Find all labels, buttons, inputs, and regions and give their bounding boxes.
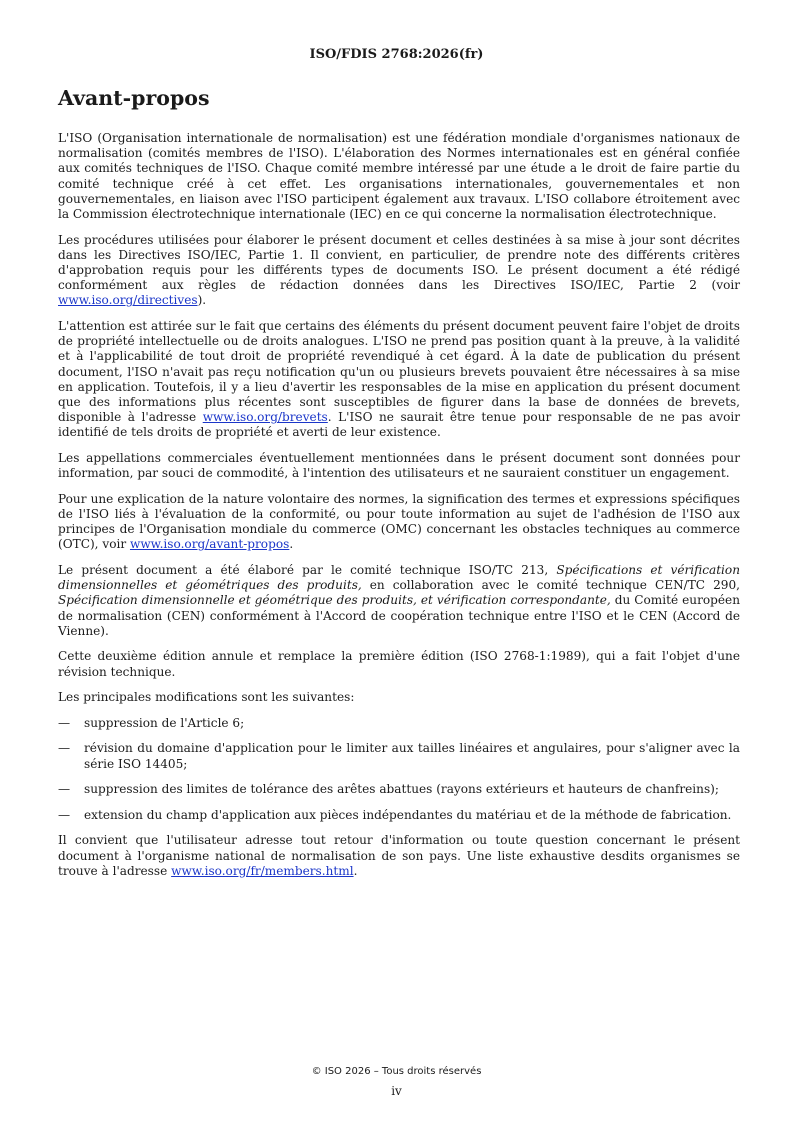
list-item xyxy=(58,808,740,823)
paragraph-text: ). xyxy=(197,293,207,308)
paragraph-patents xyxy=(58,319,740,441)
page-title: Avant-propos xyxy=(58,86,210,110)
paragraph-text: . L'ISO ne saurait être tenue pour responsable de ne pas avoir identifié de tels droits de propriété et averti de leur existence. xyxy=(58,410,740,440)
paragraph-text: . xyxy=(289,537,294,552)
patents-link[interactable]: www.iso.org/brevets xyxy=(202,410,328,425)
foreword-link[interactable]: www.iso.org/avant-propos xyxy=(129,537,290,552)
dash-marker: — xyxy=(58,782,71,797)
paragraph-procedures xyxy=(58,233,740,309)
paragraph-text: Le présent document a été élaboré par le comité technique ISO/TC 213, xyxy=(58,563,557,578)
paragraph-committee xyxy=(58,563,740,639)
paragraph-text: Pour une explication de la nature volontaire des normes, la signification des termes et expressions spécifiques de l'ISO liés à l'évaluation de la conformité, ou pour toute information au sujet de l'adhésion de l'ISO aux principes de l'Organisation mondiale du commerce (OMC) concernant les obstacles techniques au commerce (OTC), voir xyxy=(58,491,740,552)
paragraph-text: L'attention est attirée sur le fait que certains des éléments du présent document peuvent faire l'objet de droits de propriété intellectuelle ou de droits analogues. L'ISO ne prend pas position quant à la preuve, à la validité et à l'applicabilité de tout droit de propriété revendiqué à cet égard. À la date de publication du présent document, l'ISO n'avait pas reçu notification qu'un ou plusieurs brevets pouvaient être nécessaires à sa mise en application. Toutefois, il y a lieu d'avertir les responsables de la mise en application du présent document que des informations plus récentes sont susceptibles de figurer dans la base de données de brevets, disponible à l'adresse xyxy=(58,319,740,425)
committee-title-iso: Spécifications et vérification dimensionnelles et géométriques des produits, xyxy=(58,563,740,593)
list-item-text: suppression des limites de tolérance des arêtes abattues (rayons extérieurs et hauteurs de chanfreins); xyxy=(84,782,719,797)
paragraph-edition: Cette deuxième édition annule et remplace la première édition (ISO 2768-1:1989), qui a fait l'objet d'une révision technique. xyxy=(58,649,740,679)
changes-list xyxy=(58,716,740,823)
list-item xyxy=(58,716,740,731)
paragraph-text: en collaboration avec le comité technique CEN/TC 290, xyxy=(361,578,740,593)
paragraph-feedback xyxy=(58,833,740,879)
list-item-text: suppression de l'Article 6; xyxy=(84,715,245,730)
paragraph-text: . xyxy=(353,863,358,878)
document-id-header: ISO/FDIS 2768:2026(fr) xyxy=(309,47,484,62)
document-body xyxy=(58,131,740,889)
list-item-text: extension du champ d'application aux pièces indépendantes du matériau et de la méthode de fabrication. xyxy=(84,807,732,822)
directives-link[interactable]: www.iso.org/directives xyxy=(58,293,198,308)
paragraph-trade-names: Les appellations commerciales éventuellement mentionnées dans le présent document sont données pour information, par souci de commodité, à l'intention des utilisateurs et ne sauraient constituer un engagement. xyxy=(58,451,740,481)
paragraph-changes-intro: Les principales modifications sont les suivantes: xyxy=(58,690,355,705)
list-item-text: révision du domaine d'application pour le limiter aux tailles linéaires et angulaires, pour s'aligner avec la série ISO 14405; xyxy=(84,741,740,771)
paragraph-text: du Comité européen de normalisation (CEN) conformément à l'Accord de coopération technique entre l'ISO et le CEN (Accord de Vienne). xyxy=(58,593,740,638)
list-item xyxy=(58,782,740,797)
paragraph-text: Il convient que l'utilisateur adresse tout retour d'information ou toute question concernant le présent document à l'organisme national de normalisation de son pays. Une liste exhaustive desdits organismes se trouve à l'adresse xyxy=(58,833,740,878)
page-number: iv xyxy=(391,1084,402,1098)
paragraph-text: Les procédures utilisées pour élaborer le présent document et celles destinées à sa mise à jour sont décrites dans les Directives ISO/IEC, Partie 1. Il convient, en particulier, de prendre note des différents critères d'approbation requis pour les différents types de documents ISO. Le présent document a été rédigé conformément aux règles de rédaction données dans les Directives ISO/IEC, Partie 2 (voir xyxy=(58,232,740,293)
dash-marker: — xyxy=(58,807,71,822)
paragraph-voluntary-nature xyxy=(58,492,740,553)
dash-marker: — xyxy=(58,741,71,756)
members-link[interactable]: www.iso.org/fr/members.html xyxy=(171,863,354,878)
dash-marker: — xyxy=(58,715,71,730)
paragraph-iso-intro: L'ISO (Organisation internationale de normalisation) est une fédération mondiale d'organismes nationaux de normalisation (comités membres de l'ISO). L'élaboration des Normes internationales est en général confiée aux comités techniques de l'ISO. Chaque comité membre intéressé par une étude a le droit de faire partie du comité technique créé à cet effet. Les organisations internationales, gouvernementales et non gouvernementales, en liaison avec l'ISO participent également aux travaux. L'ISO collabore étroitement avec la Commission électrotechnique internationale (IEC) en ce qui concerne la normalisation électrotechnique. xyxy=(58,131,740,222)
copyright-footer: © ISO 2026 – Tous droits réservés xyxy=(311,1066,482,1077)
list-item xyxy=(58,741,740,771)
committee-title-cen: Spécification dimensionnelle et géométrique des produits, et vérification correspondante, xyxy=(58,593,611,608)
